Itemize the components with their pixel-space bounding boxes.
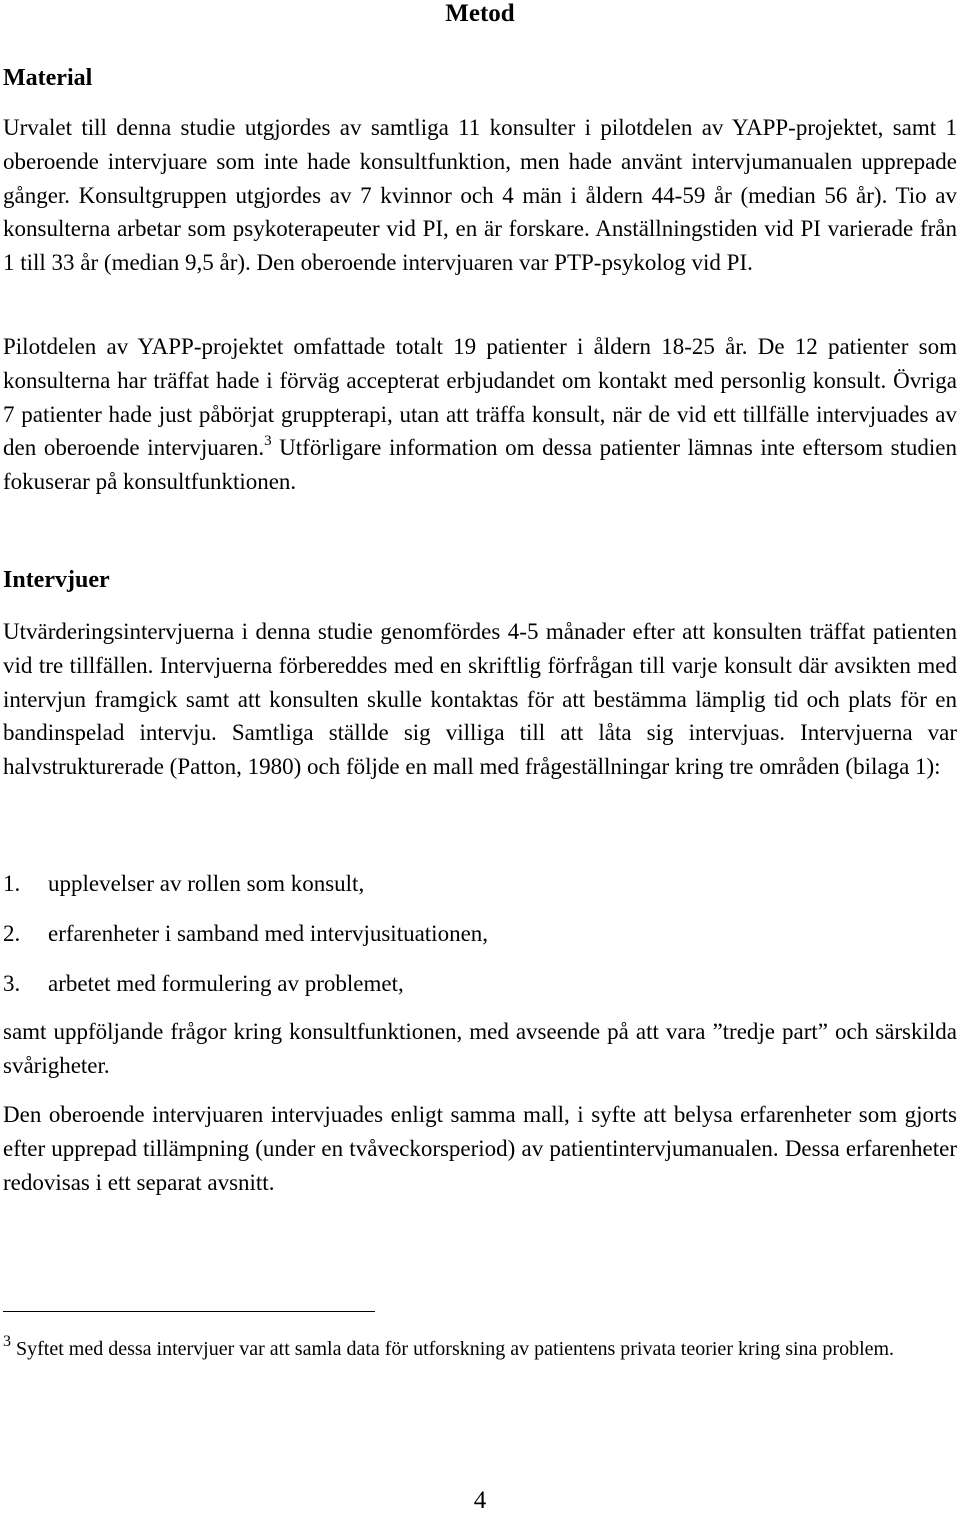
material-paragraph-2 bbox=[3, 330, 957, 499]
intervjuer-paragraph-2: samt uppföljande frågor kring konsultfunktionen, med avseende på att vara ”tredje part” och särskilda svårigheter. bbox=[3, 1019, 957, 1078]
material-paragraph-2-text-end: Utförligare information om dessa patienter lämnas inte eftersom studien fokuserar på konsultfunktionen. bbox=[3, 435, 958, 495]
footnote bbox=[3, 1334, 957, 1364]
material-heading: Material bbox=[3, 65, 93, 91]
section-title: Metod bbox=[445, 0, 515, 27]
list-item bbox=[3, 917, 957, 967]
intervjuer-paragraph-3: Den oberoende intervjuaren intervjuades enligt samma mall, i syfte att belysa erfarenheter som gjorts efter upprepad tillämpning (under en tvåveckorsperiod) av patientintervjumanualen. Dessa erfarenheter redovisas i ett separat avsnitt. bbox=[3, 1102, 957, 1195]
material-paragraph-1: Urvalet till denna studie utgjordes av samtliga 11 konsulter i pilotdelen av YAPP-projektet, samt 1 oberoende intervjuare som inte hade konsultfunktion, men hade använt intervjumanualen upprepade gånger. Konsultgruppen utgjordes av 7 kvinnor och 4 män i åldern 44-59 år (median 56 år). Tio av konsulterna arbetar som psykoterapeuter vid PI, en är forskare. Anställningstiden vid PI varierade från 1 till 33 år (median 9,5 år). Den oberoende intervjuaren var PTP-psykolog vid PI. bbox=[3, 115, 957, 276]
topic-list bbox=[3, 867, 957, 1017]
list-item-number: 1. bbox=[3, 871, 21, 896]
footnote-reference: 3 bbox=[264, 433, 272, 450]
footnote-divider bbox=[3, 1311, 375, 1312]
intervjuer-heading: Intervjuer bbox=[3, 567, 110, 593]
list-item-text: arbetet med formulering av problemet, bbox=[48, 971, 404, 996]
list-item bbox=[3, 967, 957, 1017]
list-item-text: erfarenheter i samband med intervjusituationen, bbox=[48, 921, 489, 946]
footnote-number: 3 bbox=[3, 1333, 11, 1350]
page-number: 4 bbox=[473, 1487, 487, 1514]
list-item bbox=[3, 867, 957, 917]
list-item-number: 2. bbox=[3, 921, 21, 946]
material-paragraph-2-text: Pilotdelen av YAPP-projektet omfattade totalt 19 patienter i åldern 18-25 år. De 12 patienter som konsulterna har träffat hade i förväg accepterat erbjudandet om kontakt med personlig konsult. Övriga 7 patienter hade just påbörjat gruppterapi, utan att träffa konsult, när de vid ett tillfälle intervjuades av den oberoende intervjuaren. bbox=[3, 334, 957, 461]
list-item-text: upplevelser av rollen som konsult, bbox=[48, 871, 365, 896]
document-page bbox=[3, 0, 957, 1515]
footnote-text: Syftet med dessa intervjuer var att samla data för utforskning av patientens privata teorier kring sina problem. bbox=[11, 1338, 895, 1360]
list-item-number: 3. bbox=[3, 971, 21, 996]
intervjuer-paragraph-1: Utvärderingsintervjuerna i denna studie genomfördes 4-5 månader efter att konsulten träffat patienten vid tre tillfällen. Intervjuerna förbereddes med en skriftlig förfrågan till varje konsult där avsikten med intervjun framgick samt att konsulten skulle kontaktas för att bestämma lämplig tid och plats för en bandinspelad intervju. Samtliga ställde sig villiga till att låta sig intervjuas. Intervjuerna var halvstrukturerade (Patton, 1980) och följde en mall med frågeställningar kring tre områden (bilaga 1): bbox=[3, 619, 957, 780]
